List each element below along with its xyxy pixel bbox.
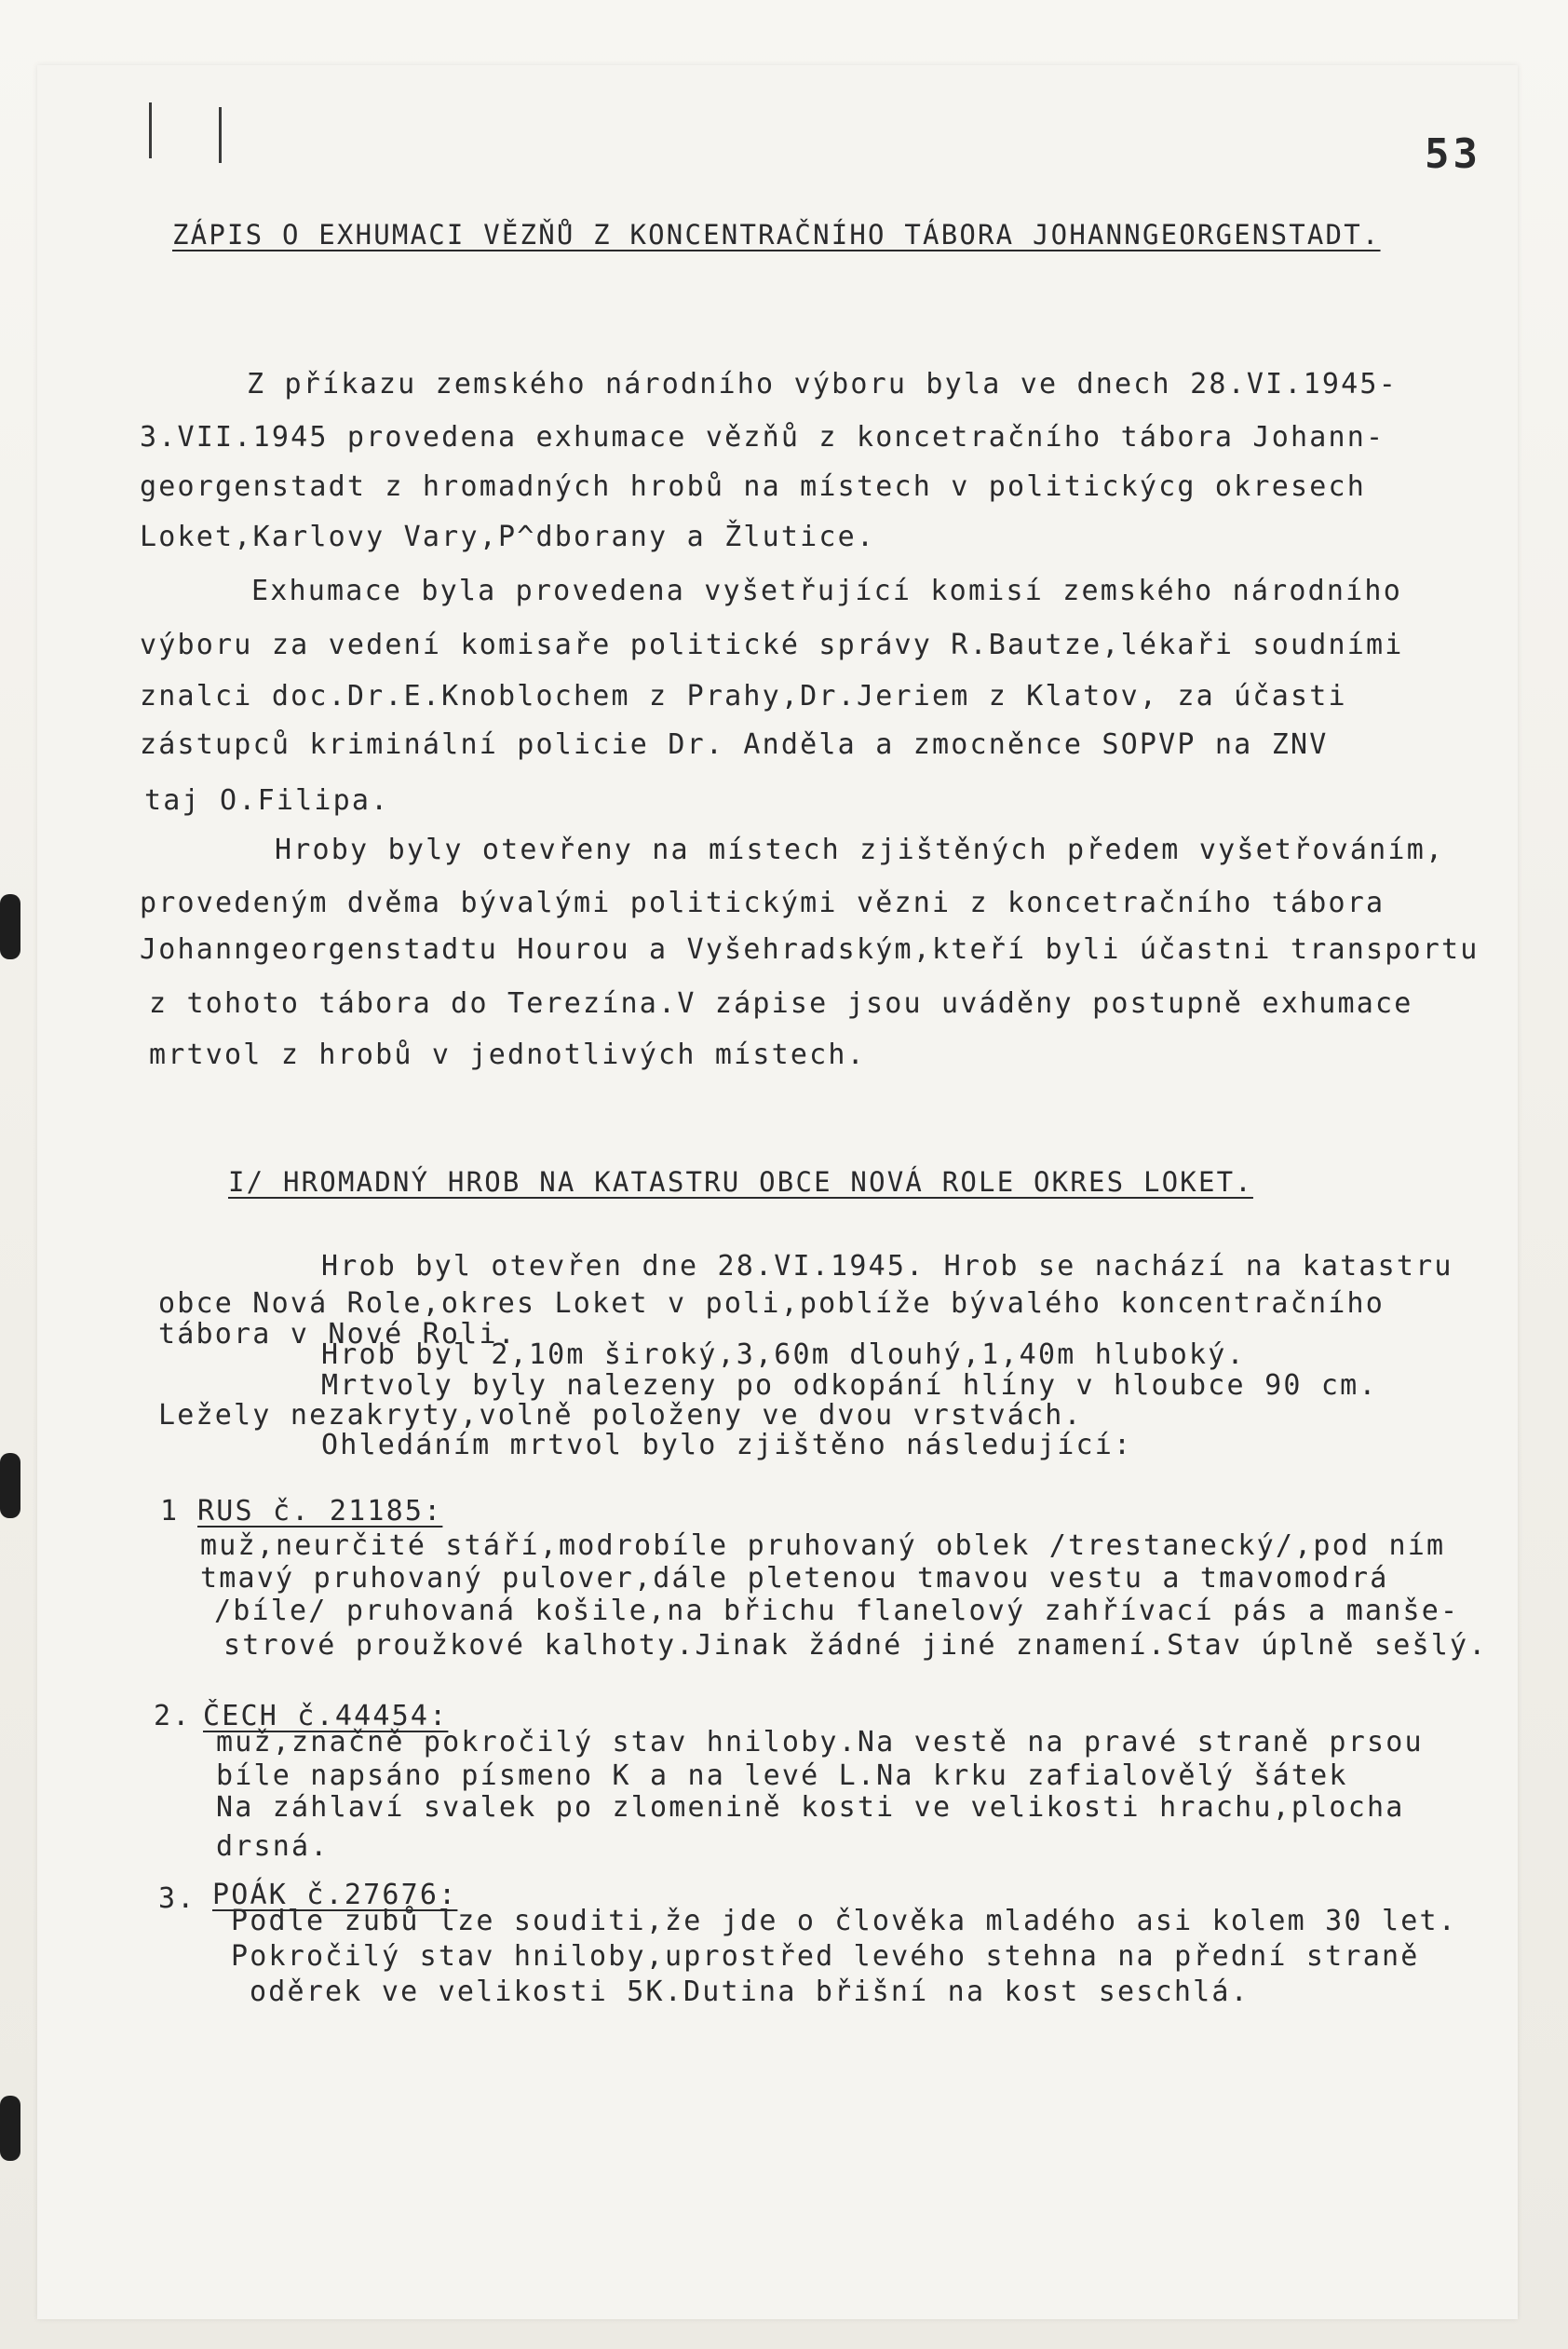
section-line: obce Nová Role,okres Loket v poli,poblíže bývalého koncentračního	[158, 1287, 1385, 1320]
intro-line: mrtvol z hrobů v jednotlivých místech.	[149, 1039, 866, 1071]
intro-line: Z příkazu zemského národního výboru byla ve dnech 28.VI.1945-	[247, 368, 1398, 401]
section-heading: I/ HROMADNÝ HROB NA KATASTRU OBCE NOVÁ ROLE OKRES LOKET.	[228, 1166, 1253, 1198]
intro-line: Johanngeorgenstadtu Hourou a Vyšehradským,kteří byli účastni transportu	[140, 933, 1480, 966]
binder-hole-mark	[0, 1453, 20, 1518]
pen-stroke-mark	[219, 107, 222, 163]
entry-line: Na záhlaví svalek po zlomenině kosti ve velikosti hrachu,plocha	[216, 1791, 1405, 1824]
intro-line: výboru za vedení komisaře politické správy R.Bautze,lékaři soudními	[140, 629, 1404, 661]
intro-line: z tohoto tábora do Terezína.V zápise jsou uváděny postupně exhumace	[149, 987, 1413, 1020]
intro-line: Hroby byly otevřeny na místech zjištěných předem vyšetřováním,	[275, 834, 1445, 866]
section-line: Hrob byl 2,10m široký,3,60m dlouhý,1,40m hluboký.	[321, 1338, 1246, 1371]
document-title: ZÁPIS O EXHUMACI VĚZŇŮ Z KONCENTRAČNÍHO TÁBORA JOHANNGEORGENSTADT.	[172, 219, 1381, 251]
entry-line: /bíle/ pruhovaná košile,na břichu flanelový zahřívací pás a manše-	[214, 1595, 1460, 1627]
section-line: Hrob byl otevřen dne 28.VI.1945. Hrob se nachází na katastru	[321, 1250, 1453, 1283]
intro-line: provedeným dvěma bývalými politickými vězni z koncetračního tábora	[140, 887, 1386, 919]
entry-label: RUS č. 21185:	[197, 1495, 443, 1528]
entry-label: POÁK č.27676:	[212, 1879, 458, 1911]
page-number: 53	[1425, 130, 1481, 178]
intro-line: 3.VII.1945 provedena exhumace vězňů z koncetračního tábora Johann-	[140, 421, 1386, 454]
intro-line: Loket,Karlovy Vary,P^dborany a Žlutice.	[140, 521, 876, 553]
entry-line: muž,neurčité stáří,modrobíle pruhovaný oblek /trestanecký/,pod ním	[200, 1529, 1446, 1562]
binder-hole-mark	[0, 894, 20, 959]
section-line: Mrtvoly byly nalezeny po odkopání hlíny v hloubce 90 cm.	[321, 1369, 1378, 1402]
entry-line: bíle napsáno písmeno K a na levé L.Na krku zafialovělý šátek	[216, 1759, 1348, 1792]
intro-line: taj O.Filipa.	[144, 784, 390, 817]
entry-label: ČECH č.44454:	[203, 1700, 449, 1732]
entry-line: Podle zubů lze souditi,že jde o člověka mladého asi kolem 30 let.	[231, 1905, 1457, 1937]
entry-number: 2.	[154, 1700, 192, 1732]
intro-line: Exhumace byla provedena vyšetřující komisí zemského národního	[251, 575, 1402, 607]
section-line: Ležely nezakryty,volně položeny ve dvou vrstvách.	[158, 1399, 1083, 1432]
entry-line: muž,značně pokročilý stav hniloby.Na vestě na pravé straně prsou	[216, 1726, 1424, 1758]
entry-line: tmavý pruhovaný pulover,dále pletenou tmavou vestu a tmavomodrá	[200, 1562, 1389, 1595]
pen-stroke-mark	[149, 102, 152, 158]
intro-line: zástupců kriminální policie Dr. Anděla a zmocněnce SOPVP na ZNV	[140, 728, 1329, 761]
entry-line: Pokročilý stav hniloby,uprostřed levého stehna na přední straně	[231, 1940, 1420, 1973]
entry-line: oděrek ve velikosti 5K.Dutina břišní na kost seschlá.	[250, 1976, 1250, 2008]
section-line: Ohledáním mrtvol bylo zjištěno následující:	[321, 1429, 1133, 1461]
intro-line: znalci doc.Dr.E.Knoblochem z Prahy,Dr.Jeriem z Klatov, za účasti	[140, 680, 1347, 713]
intro-line: georgenstadt z hromadných hrobů na místech v politickýcg okresech	[140, 470, 1366, 503]
section-line: tábora v Nové Roli.	[158, 1318, 517, 1351]
entry-line: drsná.	[216, 1830, 330, 1863]
entry-number: 3.	[158, 1882, 196, 1915]
entry-line: strové proužkové kalhoty.Jinak žádné jiné znamení.Stav úplně sešlý.	[223, 1629, 1488, 1662]
entry-number: 1	[160, 1495, 180, 1528]
binder-hole-mark	[0, 2096, 20, 2161]
